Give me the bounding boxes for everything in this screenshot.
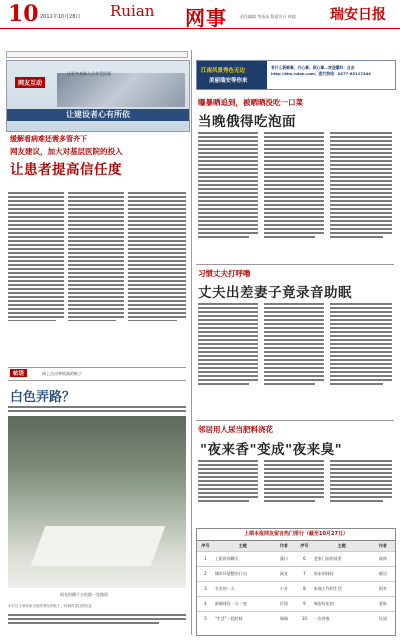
- header-cell: 主题: [238, 542, 247, 548]
- rule-2: [196, 420, 394, 421]
- ruian-wordmark: Ruian: [110, 2, 155, 20]
- left-bottom-footer-lines: [8, 612, 186, 626]
- table-cell: 老陈: [378, 600, 387, 606]
- slogan-line-1: 江南风景秀色无边: [201, 68, 246, 74]
- banner-caption: 让更多来瑞人员享受医保: [67, 71, 111, 76]
- left-article-body-col1: [8, 190, 64, 324]
- table-cell: 晓洁: [378, 570, 387, 576]
- table-grid: [197, 541, 395, 626]
- table-cell[interactable]: 新城建设一天一变: [214, 600, 247, 606]
- left-bottom-caption: 网友拍摄于万松路一处路面: [60, 592, 108, 597]
- table-cell: 6: [303, 556, 306, 561]
- left-article-subhead: 网友建议，加大对基层医院的投入: [10, 147, 123, 156]
- table-row: [197, 596, 395, 611]
- table-cell[interactable]: 辛苦的一天: [214, 585, 235, 591]
- article3-body-col3: [330, 301, 392, 387]
- article3-body-col1: [198, 301, 258, 387]
- left-bottom-photo: [8, 416, 186, 588]
- article4-kicker: 邻居用人尿当肥料浇花: [198, 425, 273, 434]
- left-article-kicker: 缓解看病难还需多管齐下: [10, 135, 87, 143]
- slogan-line-2: 美丽瑞安等你来: [209, 78, 248, 84]
- table-cell: 溪口: [279, 555, 288, 561]
- left-article-body-col2: [68, 190, 124, 324]
- photo-road-stripe: [31, 526, 166, 566]
- table-cell[interactable]: 老家门前的风景: [313, 555, 342, 561]
- header-cell: 序号: [300, 542, 309, 548]
- article2-body-col3: [330, 130, 392, 240]
- table-cell: 1: [204, 556, 207, 561]
- left-article-body-col3: [128, 190, 186, 324]
- table-cell: 3: [204, 586, 207, 591]
- article4-body-col1: [198, 458, 258, 504]
- column-tag-bar: [8, 367, 186, 381]
- table-cell: 7: [303, 571, 306, 576]
- article3-headline: 丈夫出差妻子竟录音助眠: [198, 285, 352, 301]
- table-cell: 8: [303, 586, 306, 591]
- banner-tag: 网友互动: [15, 77, 45, 88]
- editor-credits: 责任编辑 李苗苗 版面设计 林俊: [240, 14, 296, 19]
- table-cell[interactable]: 城市环境整治行动: [214, 570, 247, 576]
- table-title: 上期本报网友留言热门排行（截至10月27日）: [197, 529, 395, 541]
- left-bottom-footer: 本栏目文章均来自瑞安网友的帖子，转载时请注明出处: [8, 604, 92, 608]
- table-row: [197, 551, 395, 566]
- article2-kicker: 曝暴晒追到，被晒晒没吃一口菜: [198, 98, 303, 107]
- table-cell: 民间: [279, 600, 288, 606]
- table-cell: 瑞瑞: [279, 615, 288, 621]
- left-banner: [6, 60, 190, 132]
- table-cell: 4: [204, 601, 207, 606]
- table-cell: 阿杰: [378, 585, 387, 591]
- table-cell[interactable]: 来瑞工作和生活: [313, 585, 342, 591]
- column-note: 网上点击率较高的帖子: [42, 371, 82, 376]
- ranking-table: [196, 528, 396, 636]
- header-cell: 作者: [279, 542, 288, 548]
- left-bottom-body: [8, 404, 186, 414]
- right-banner-slogan: [197, 61, 267, 89]
- table-cell[interactable]: 一次讲座: [313, 615, 330, 621]
- table-cell: 网友: [279, 570, 288, 576]
- right-banner-info: 有什么新鲜事，开心事，烦心事…欢迎爆料：点击 http://bbs.ruian.com；拨打热线：0577-65117444: [271, 65, 371, 76]
- table-cell[interactable]: 瑞安好吃的: [313, 600, 334, 606]
- table-cell[interactable]: 周末的体检: [313, 570, 334, 576]
- article4-headline: "夜来香"变成"夜来臭": [200, 442, 343, 458]
- table-cell[interactable]: 上班时间聊天: [214, 555, 239, 561]
- table-cell: 5: [204, 616, 207, 622]
- table-row: [197, 611, 395, 626]
- table-header-row: [197, 541, 395, 551]
- article3-kicker: 习惯丈夫打呼噜: [198, 269, 251, 278]
- article2-headline: 当晚俄得吃泡面: [198, 114, 296, 130]
- table-cell: 民间: [378, 615, 387, 621]
- article4-body-col2: [264, 458, 324, 504]
- left-bottom-headline: 白色弄路？: [10, 390, 76, 405]
- article3-body-col2: [264, 301, 324, 387]
- header-cell: 作者: [378, 542, 387, 548]
- newspaper-brand: 瑞安日报: [330, 7, 386, 23]
- table-row: [197, 566, 395, 581]
- article2-body-col2: [264, 130, 324, 240]
- article4-body-col3: [330, 458, 392, 504]
- banner-photo: [57, 73, 185, 107]
- banner-blue-headline: 让建设者心有所依: [7, 109, 189, 121]
- table-cell[interactable]: "生活"一段时间: [214, 615, 243, 621]
- article2-body-col1: [198, 130, 258, 240]
- table-cell: 2: [204, 571, 207, 576]
- table-cell: 10: [301, 616, 307, 622]
- table-cell: 小芳: [279, 585, 288, 591]
- table-row: [197, 581, 395, 596]
- right-banner: [196, 60, 396, 90]
- table-cell: 瑞鸿: [378, 555, 387, 561]
- masthead: [0, 0, 400, 29]
- column-divider: [191, 50, 192, 635]
- page-number: 10: [8, 1, 39, 27]
- browser-url-bar: [6, 51, 188, 58]
- column-tag: 帖语: [10, 369, 27, 377]
- date-line: 2011年10月28日: [40, 14, 81, 20]
- header-cell: 主题: [337, 542, 346, 548]
- rule-1: [196, 264, 394, 265]
- left-article-headline: 让患者提高信任度: [10, 162, 122, 178]
- table-cell: 9: [303, 601, 306, 606]
- section-title: 网事: [185, 6, 227, 30]
- header-cell: 序号: [201, 542, 210, 548]
